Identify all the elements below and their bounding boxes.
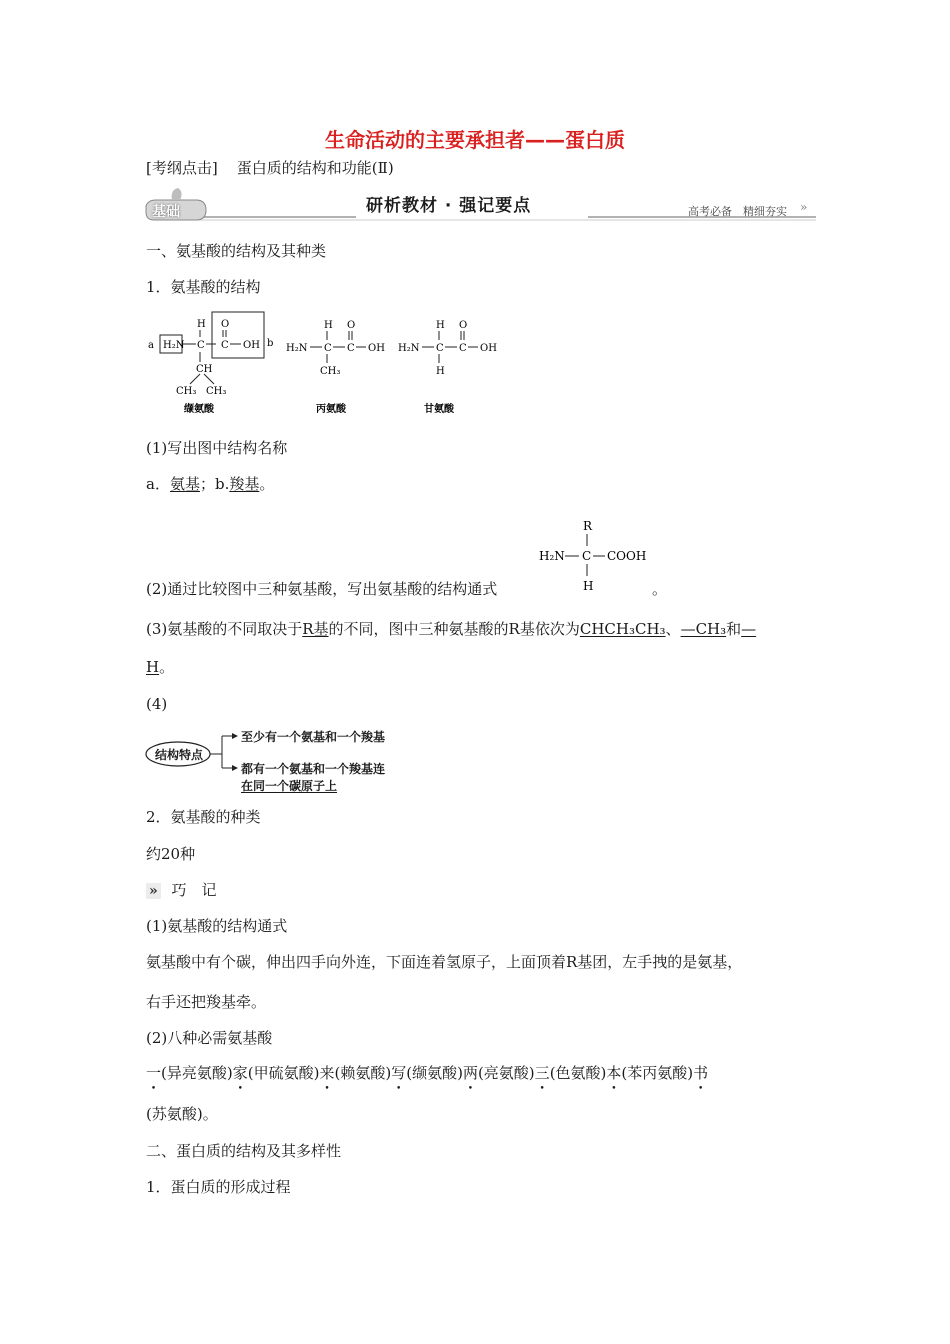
mnemonic-1-line1: 氨基酸中有个碳，伸出四手向外连，下面连着氢原子，上面顶着R基团，左手拽的是氨基， (146, 953, 743, 971)
answer-alanine-r: —CH₃ (680, 620, 727, 638)
valine-name: 缬氨酸 (184, 404, 214, 415)
alanine-name: 丙氨酸 (316, 404, 346, 415)
svg-text:O: O (347, 320, 356, 331)
outline-text: 蛋白质的结构和功能(Ⅱ) (236, 159, 394, 177)
section-banner (140, 186, 820, 226)
svg-text:C: C (582, 549, 592, 563)
feature-line-1: 至少有一个氨基和一个羧基 (241, 730, 386, 744)
answer-carboxyl-group: 羧基 (229, 475, 260, 493)
section2-heading: 二、蛋白质的结构及其多样性 (146, 1142, 342, 1160)
svg-text:CH₃: CH₃ (206, 386, 227, 397)
question-3-line2: H。 (146, 658, 175, 676)
svg-text:H: H (324, 320, 333, 331)
feature-line-3: 在同一个碳原子上 (241, 779, 338, 793)
svg-text:CH₃: CH₃ (176, 386, 197, 397)
svg-text:O: O (221, 319, 230, 330)
question-2: (2)通过比较图中三种氨基酸，写出氨基酸的结构通式 (146, 580, 498, 598)
amino-acid-count: 约20种 (146, 845, 196, 863)
svg-text:R: R (583, 519, 593, 533)
banner-badge: 基础 (152, 204, 180, 220)
amino-acid-figure (140, 306, 520, 418)
valine-structure (148, 312, 273, 415)
answer-amino-group: 氨基 (169, 475, 200, 493)
question-2-suffix: 。 (652, 580, 668, 598)
glycine-name: 甘氨酸 (424, 404, 454, 415)
svg-text:H: H (197, 319, 206, 330)
svg-text:C: C (347, 343, 355, 354)
banner-heading: 研析教材 · 强记要点 (366, 196, 532, 216)
svg-text:CH: CH (196, 364, 213, 375)
section1-sub1: 1．氨基酸的结构 (146, 278, 261, 296)
section1-sub2: 2．氨基酸的种类 (146, 808, 261, 826)
svg-text:H₂N: H₂N (539, 549, 565, 563)
label-a: a (148, 340, 154, 351)
outline-line (146, 157, 394, 178)
svg-text:H: H (436, 320, 445, 331)
svg-text:H: H (436, 366, 445, 377)
general-formula (535, 512, 665, 596)
glycine-structure (398, 320, 497, 415)
question-3-line1: (3)氨基酸的不同取决于R基的不同，图中三种氨基酸的R基依次为CHCH₃CH₃、—CH₃和— (146, 620, 757, 638)
svg-text:C: C (436, 343, 444, 354)
page-title: 生命活动的主要承担者——蛋白质 (325, 128, 625, 152)
answer-r-group: R基 (302, 620, 329, 638)
mnemonic-2-line2: (苏氨酸)。 (146, 1105, 218, 1123)
svg-text:H₂N: H₂N (286, 343, 308, 354)
section2-sub1: 1．蛋白质的形成过程 (146, 1178, 291, 1196)
mnemonic-2-heading: (2)八种必需氨基酸 (146, 1029, 273, 1047)
structure-features-diagram (144, 722, 404, 792)
svg-text:OH: OH (480, 343, 497, 354)
svg-text:H₂N: H₂N (398, 343, 420, 354)
outline-bracket: [考纲点击] (146, 159, 218, 177)
question-1-answer: a．氨基；b.羧基。 (146, 475, 275, 493)
question-1: (1)写出图中结构名称 (146, 439, 288, 457)
answer-glycine-r-dash: — (741, 620, 757, 638)
feature-line-2: 都有一个氨基和一个羧基连 (241, 762, 386, 776)
answer-valine-r: CHCH₃CH₃ (579, 620, 666, 638)
label-b: b (267, 338, 274, 349)
alanine-structure (286, 320, 385, 415)
mnemonic-1-line2: 右手还把羧基牵。 (146, 993, 267, 1011)
svg-text:CH₃: CH₃ (320, 366, 341, 377)
svg-text:OH: OH (243, 340, 260, 351)
banner-right-text: 高考必备 精细夯实 (688, 205, 787, 218)
question-4: (4) (146, 695, 168, 713)
svg-text:O: O (459, 320, 468, 331)
svg-text:C: C (197, 340, 205, 351)
features-center-label: 结构特点 (155, 748, 204, 762)
svg-text:OH: OH (368, 343, 385, 354)
memory-tip-label: » 巧 记 (146, 879, 217, 900)
double-chevron-icon: » (800, 200, 808, 214)
svg-text:C: C (221, 340, 229, 351)
svg-text:COOH: COOH (607, 549, 647, 563)
svg-text:C: C (324, 343, 332, 354)
svg-text:H: H (583, 579, 594, 593)
svg-text:C: C (459, 343, 467, 354)
mnemonic-1-heading: (1)氨基酸的结构通式 (146, 917, 288, 935)
mnemonic-2-line1: 一(异亮氨酸)家(甲硫氨酸)来(赖氨酸)写(缬氨酸)两(亮氨酸)三(色氨酸)本(苯丙氨酸)书 (146, 1064, 709, 1082)
svg-text:H₂N: H₂N (163, 340, 185, 351)
answer-glycine-r: H (146, 658, 160, 676)
double-arrow-icon: » (146, 883, 161, 899)
section1-heading: 一、氨基酸的结构及其种类 (146, 242, 327, 260)
